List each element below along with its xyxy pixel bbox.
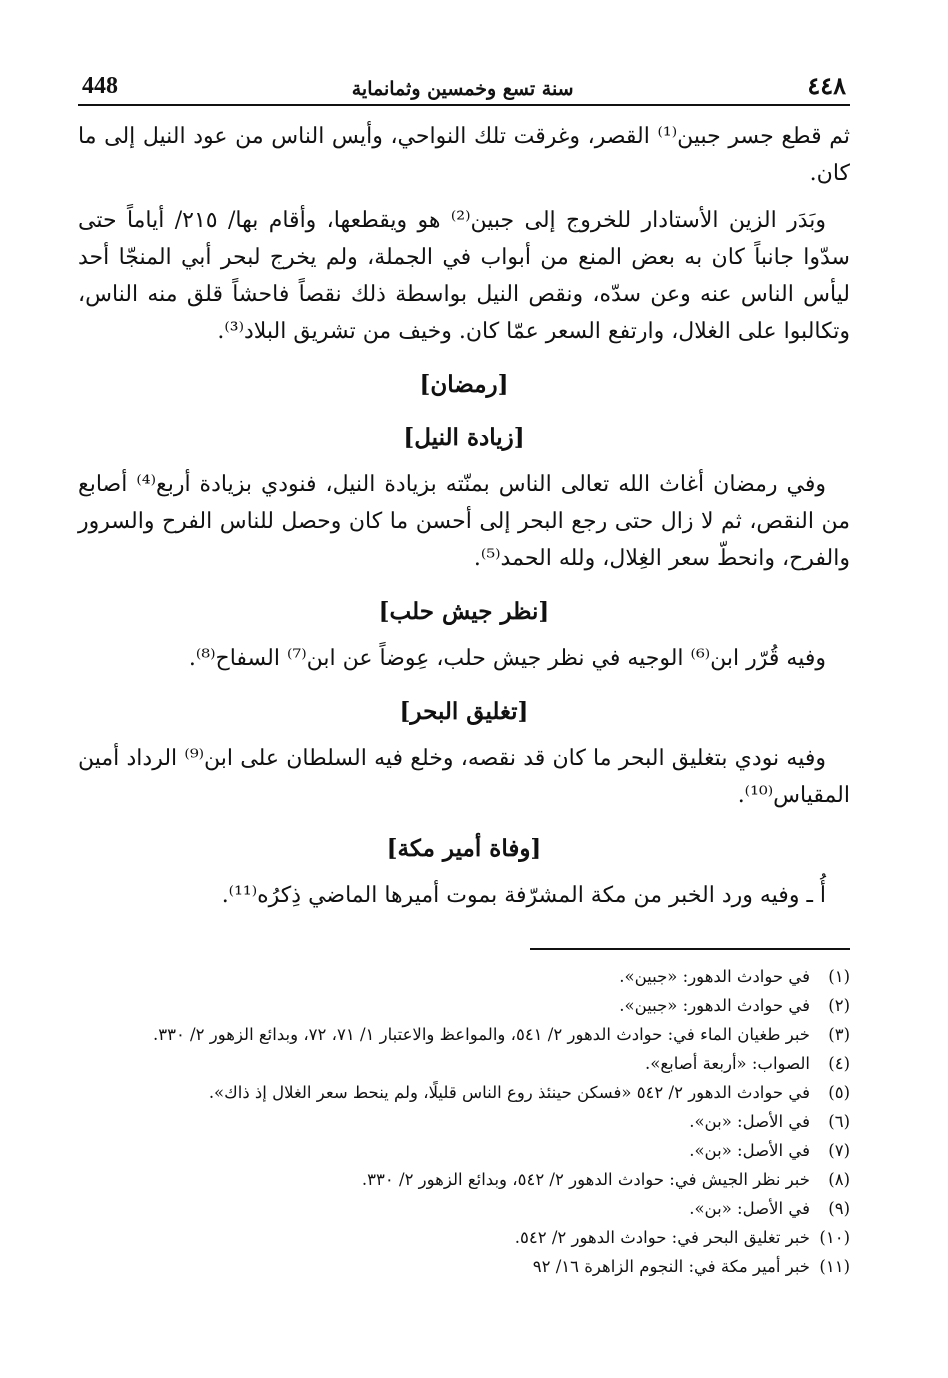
footnote-text: في الأصل: «بن». <box>689 1112 810 1131</box>
footnote-item <box>78 1136 850 1165</box>
footnote-text: الصواب: «أربعة أصابع». <box>645 1054 810 1073</box>
footnote-item <box>78 1020 850 1049</box>
footnote-text: خبر نظر الجيش في: حوادث الدهور ٢/ ٥٤٢، وبدائع الزهور ٢/ ٣٣٠. <box>361 1170 810 1189</box>
footnote-number: (١٠) <box>819 1228 850 1247</box>
footnote-item <box>78 991 850 1020</box>
paragraph-1: ثم قطع جسر جبين⁽¹⁾ القصر، وغرقت تلك النواحي، وأيس الناس من عود النيل إلى ما كان. <box>78 124 850 186</box>
footnote-number: (٧) <box>828 1141 850 1160</box>
main-text <box>78 118 850 914</box>
section-heading-closing-river: [تغليق البحر] <box>399 698 529 725</box>
section-heading-nile-rise: [زيادة النيل] <box>403 424 525 451</box>
footnote-item <box>78 1165 850 1194</box>
footnote-item <box>78 962 850 991</box>
paragraph-2: وبَدَر الزين الأستادار للخروج إلى جبين⁽²⁾ هو ويقطعها، وأقام بها/ ٢١٥/ أياماً حتى سدّوا جانباً كان به بعض المنع من أبواب في الجملة، ولم يخرج لبحر أبي المنجّا أحد ليأس الناس عنه وعن سدّه، ونقص النيل بواسطة ذلك نقصاً فاحشاً قلق منه الناس، وتكالبوا على الغلال، وارتفع السعر عمّا كان. وخيف من تشريق البلاد⁽³⁾. <box>78 208 850 344</box>
footnote-number: (١) <box>828 967 850 986</box>
footnote-number: (٢) <box>828 996 850 1015</box>
footnote-number: (٩) <box>828 1199 850 1218</box>
footnote-number: (٣) <box>828 1025 850 1044</box>
footnote-text: خبر طغيان الماء في: حوادث الدهور ٢/ ٥٤١، والمواعظ والاعتبار ١/ ٧١، ٧٢، وبدائع الزهور ٢/ ٣٣٠. <box>152 1025 810 1044</box>
page-header <box>78 60 850 106</box>
footnote-number: (٤) <box>828 1054 850 1073</box>
footnote-item <box>78 1078 850 1107</box>
paragraph-6: أُ ـ وفيه ورد الخبر من مكة المشرّفة بموت أميرها الماضي ذِكرُه⁽¹¹⁾. <box>221 883 826 908</box>
footnote-text: في الأصل: «بن». <box>689 1199 810 1218</box>
footnote-number: (٥) <box>828 1083 850 1102</box>
running-title: سنة تسع وخمسين وثمانماية <box>351 78 574 100</box>
section-heading-ramadan: [رمضان] <box>419 371 509 398</box>
footnotes <box>78 962 850 1281</box>
footnote-item <box>78 1049 850 1078</box>
paragraph-4: وفيه قُرّر ابن⁽⁶⁾ الوجيه في نظر جيش حلب، عِوضاً عن ابن⁽⁷⁾ السفاح⁽⁸⁾. <box>188 646 826 671</box>
paragraph-3: وفي رمضان أغاث الله تعالى الناس بمنّته بزيادة النيل، فنودي بزيادة أربع⁽⁴⁾ أصابع من النقص، ثم لا زال حتى رجع البحر إلى أحسن ما كان وحصل للناس الفرح والسرور والفرح، وانحطّ سعر الغِلال، ولله الحمد⁽⁵⁾. <box>78 472 850 571</box>
page-number-arabic: ٤٤٨ <box>807 71 846 100</box>
section-heading-aleppo-army: [نظر جيش حلب] <box>378 598 550 625</box>
footnote-number: (٨) <box>828 1170 850 1189</box>
page <box>78 60 850 1281</box>
footnote-divider <box>530 948 850 950</box>
footnote-item <box>78 1223 850 1252</box>
footnote-text: في حوادث الدهور: «جبين». <box>619 996 810 1015</box>
footnote-number: (٦) <box>828 1112 850 1131</box>
footnote-text: في حوادث الدهور ٢/ ٥٤٢ «فسكن حينئذ روع الناس قليلًا، ولم ينحط سعر الغلال إذ ذاك». <box>208 1083 810 1102</box>
footnote-item <box>78 1107 850 1136</box>
paragraph-5: وفيه نودي بتغليق البحر ما كان قد نقصه، وخلع فيه السلطان على ابن⁽⁹⁾ الرداد أمين المقياس⁽¹⁰⁾. <box>78 746 850 808</box>
footnote-text: خبر تغليق البحر في: حوادث الدهور ٢/ ٥٤٢. <box>514 1228 810 1247</box>
footnote-text: في الأصل: «بن». <box>689 1141 810 1160</box>
footnote-item <box>78 1194 850 1223</box>
section-heading-mecca-emir: [وفاة أمير مكة] <box>386 835 542 862</box>
footnote-text: خبر أمير مكة في: النجوم الزاهرة ١٦/ ٩٢ <box>532 1257 810 1276</box>
footnote-item <box>78 1252 850 1281</box>
footnote-text: في حوادث الدهور: «جبين». <box>619 967 810 986</box>
footnote-number: (١١) <box>819 1257 850 1276</box>
page-number-latin: 448 <box>82 73 118 99</box>
